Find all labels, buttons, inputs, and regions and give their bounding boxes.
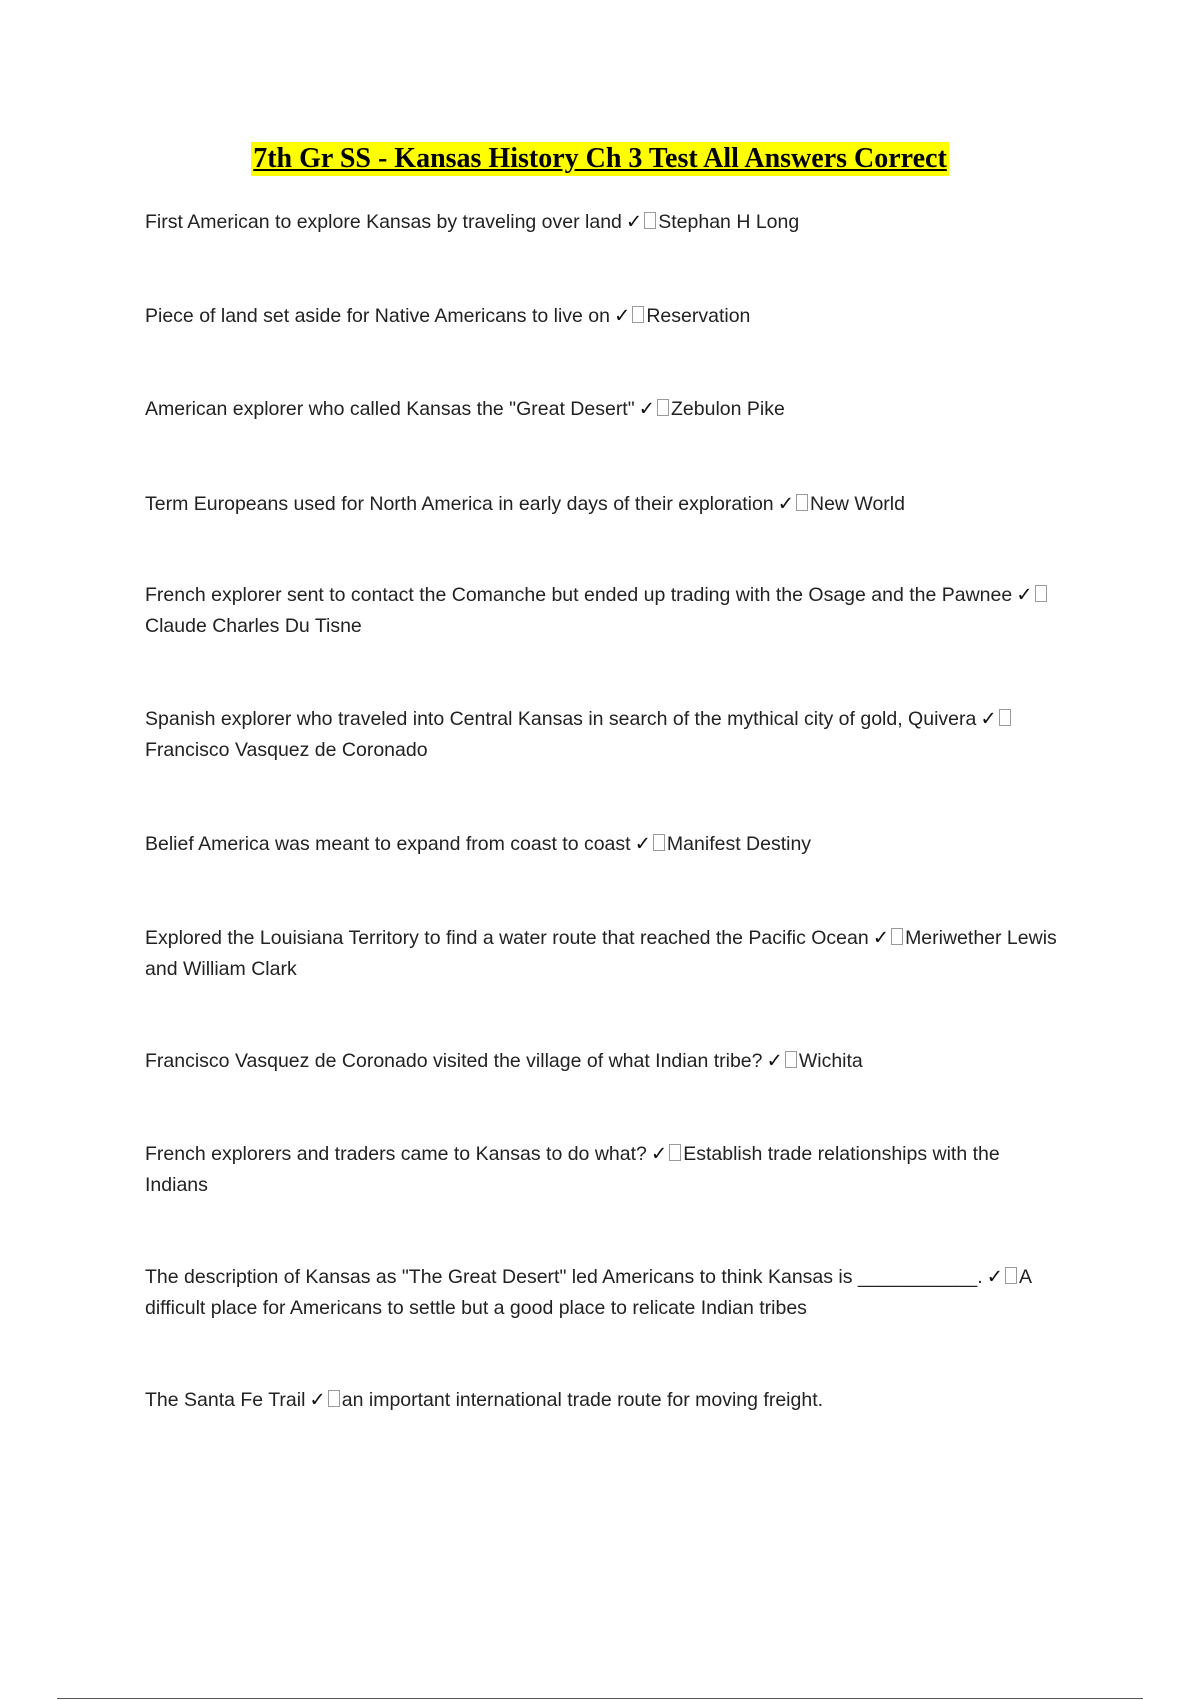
check-icon: ✓ — [614, 304, 631, 327]
answer-text: Establish trade relationships with the Indians — [145, 1143, 1000, 1196]
check-icon: ✓ — [777, 492, 794, 515]
check-icon: ✓ — [650, 1142, 668, 1165]
question-text: Francisco Vasquez de Coronado visited the village of what Indian tribe? — [145, 1050, 763, 1072]
answer-text: Francisco Vasquez de Coronado — [145, 739, 428, 761]
question-text: Piece of land set aside for Native Americans to live on — [145, 305, 610, 327]
question-text: American explorer who called Kansas the "Great Desert" — [145, 398, 635, 420]
question-text: Spanish explorer who traveled into Central Kansas in search of the mythical city of gold, Quivera — [145, 708, 977, 730]
answer-text: an important international trade route for moving freight. — [341, 1389, 824, 1411]
check-icon: ✓ — [872, 926, 890, 949]
qa-item — [145, 393, 1065, 425]
check-icon: ✓ — [1016, 583, 1033, 606]
qa-item — [145, 300, 1065, 332]
check-icon: ✓ — [986, 1265, 1003, 1288]
answer-text: Claude Charles Du Tisne — [145, 615, 362, 637]
answer-text: A difficult place for Americans to settle but a good place to relicate Indian tribes — [145, 1266, 1031, 1319]
qa-item — [145, 1261, 1065, 1324]
question-text: Explored the Louisiana Territory to find a water route that reached the Pacific Ocean — [145, 927, 869, 949]
answer-text: Zebulon Pike — [671, 398, 785, 420]
box-icon — [785, 1051, 797, 1068]
question-text: Term Europeans used for North America in early days of their exploration — [145, 493, 774, 515]
check-icon: ✓ — [625, 210, 643, 233]
qa-item — [145, 828, 1065, 860]
answer-text: Meriwether Lewis and William Clark — [145, 927, 1057, 980]
box-icon — [1035, 585, 1047, 602]
check-icon: ✓ — [980, 707, 997, 730]
box-icon — [653, 834, 665, 851]
box-icon — [1005, 1267, 1017, 1284]
qa-item — [145, 1138, 1065, 1201]
box-icon — [657, 399, 669, 416]
qa-item — [145, 206, 1065, 238]
question-text: French explorer sent to contact the Comanche but ended up trading with the Osage and the Pawnee — [145, 584, 1013, 606]
qa-item — [145, 1045, 1065, 1077]
title-container — [0, 142, 1200, 176]
box-icon — [999, 709, 1011, 726]
box-icon — [632, 306, 644, 323]
box-icon — [891, 928, 903, 945]
question-text: The description of Kansas as "The Great Desert" led Americans to think Kansas is ___________. — [145, 1266, 983, 1288]
qa-item — [145, 703, 1065, 766]
qa-item — [145, 488, 1065, 520]
answer-text: Manifest Destiny — [666, 833, 812, 855]
footer-divider — [57, 1698, 1143, 1699]
answer-text: Reservation — [646, 305, 751, 327]
check-icon: ✓ — [766, 1049, 783, 1072]
check-icon: ✓ — [309, 1388, 326, 1411]
answer-text: New World — [809, 493, 905, 515]
check-icon: ✓ — [634, 832, 651, 855]
qa-item — [145, 922, 1065, 985]
answer-text: Wichita — [798, 1050, 863, 1072]
check-icon: ✓ — [638, 397, 655, 420]
question-text: The Santa Fe Trail — [145, 1389, 306, 1411]
qa-item — [145, 579, 1065, 642]
question-text: Belief America was meant to expand from coast to coast — [145, 833, 631, 855]
box-icon — [796, 494, 808, 511]
box-icon — [328, 1390, 340, 1407]
answer-text: Stephan H Long — [658, 211, 800, 233]
qa-item — [145, 1384, 1065, 1416]
box-icon — [669, 1144, 681, 1161]
document-title: 7th Gr SS - Kansas History Ch 3 Test All Answers Correct — [253, 143, 947, 174]
question-text: French explorers and traders came to Kansas to do what? — [145, 1143, 647, 1165]
question-text: First American to explore Kansas by traveling over land — [145, 211, 622, 233]
box-icon — [644, 212, 656, 229]
